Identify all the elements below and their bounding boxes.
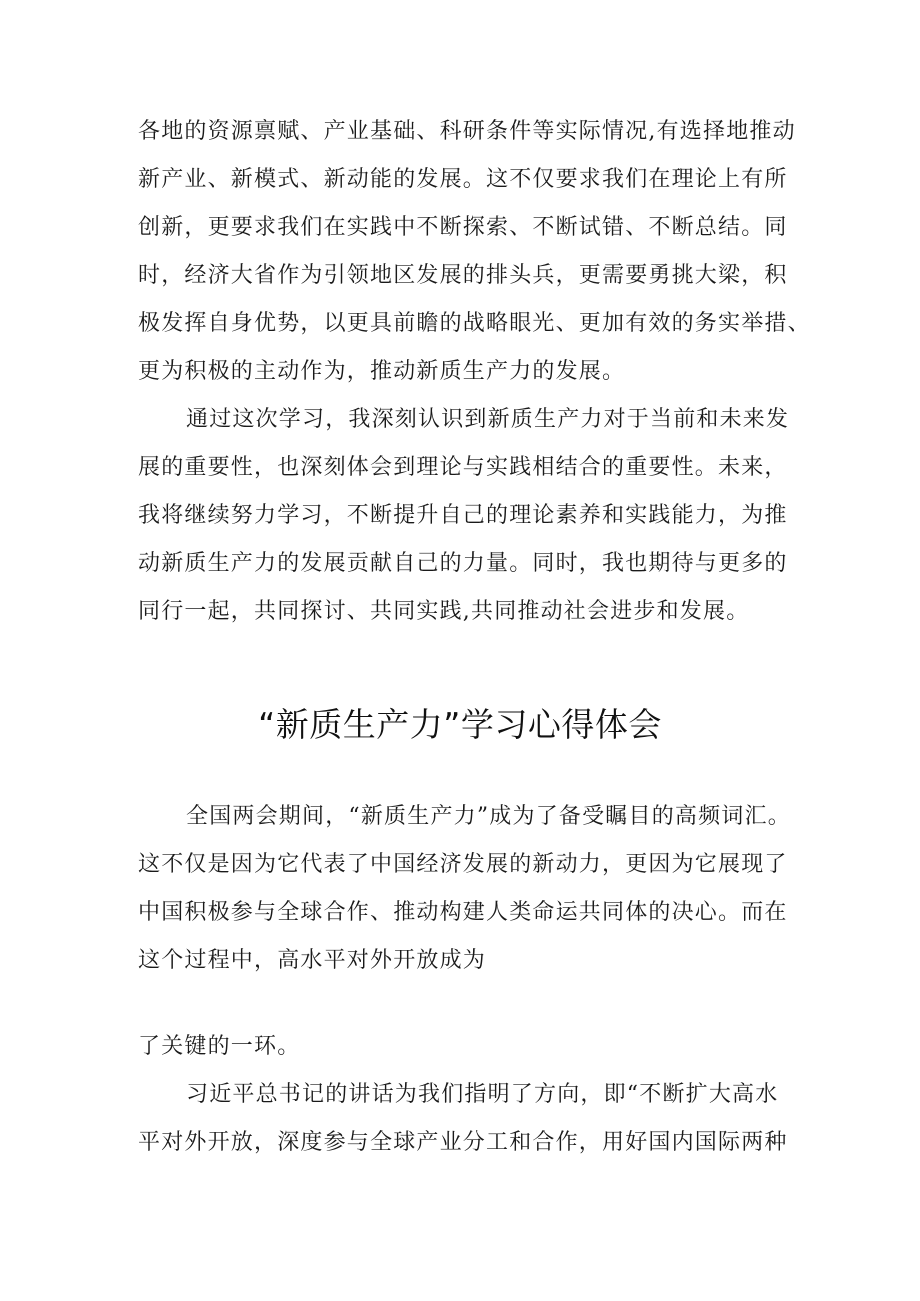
text-line: 极发挥自身优势，以更具前瞻的战略眼光、更加有效的务实举措、: [138, 311, 811, 336]
text-line: 新产业、新模式、新动能的发展。这不仅要求我们在理论上有所: [138, 167, 788, 192]
text-line: 中国积极参与全球合作、推动构建人类命运共同体的决心。而在: [138, 900, 788, 925]
text-line: 展的重要性，也深刻体会到理论与实践相结合的重要性。未来，: [138, 455, 788, 480]
text-line: 同行一起，共同探讨、共同实践,共同推动社会进步和发展。: [138, 599, 750, 624]
text-line: 我将继续努力学习，不断提升自己的理论素养和实践能力，为推: [138, 503, 788, 528]
text-line: 平对外开放，深度参与全球产业分工和合作，用好国内国际两种: [138, 1130, 788, 1155]
text-line: 了关键的一环。: [138, 1034, 301, 1059]
text-line: 习近平总书记的讲话为我们指明了方向，即“不断扩大高水: [186, 1082, 779, 1107]
text-line: 动新质生产力的发展贡献自己的力量。同时，我也期待与更多的: [138, 551, 788, 576]
text-line: 时，经济大省作为引领地区发展的排头兵，更需要勇挑大梁，积: [138, 263, 788, 288]
article-title: “新质生产力”学习心得体会: [258, 705, 662, 744]
text-line: 这不仅是因为它代表了中国经济发展的新动力，更因为它展现了: [138, 852, 788, 877]
text-line: 全国两会期间，“新质生产力”成为了备受瞩目的高频词汇。: [186, 804, 791, 829]
text-line: 通过这次学习，我深刻认识到新质生产力对于当前和未来发: [186, 407, 790, 432]
text-line: 创新，更要求我们在实践中不断探索、不断试错、不断总结。同: [138, 215, 788, 240]
text-line: 更为积极的主动作为，推动新质生产力的发展。: [138, 359, 626, 384]
text-line: 这个过程中，高水平对外开放成为: [138, 948, 487, 973]
text-line: 各地的资源禀赋、产业基础、科研条件等实际情况,有选择地推动: [138, 119, 796, 144]
